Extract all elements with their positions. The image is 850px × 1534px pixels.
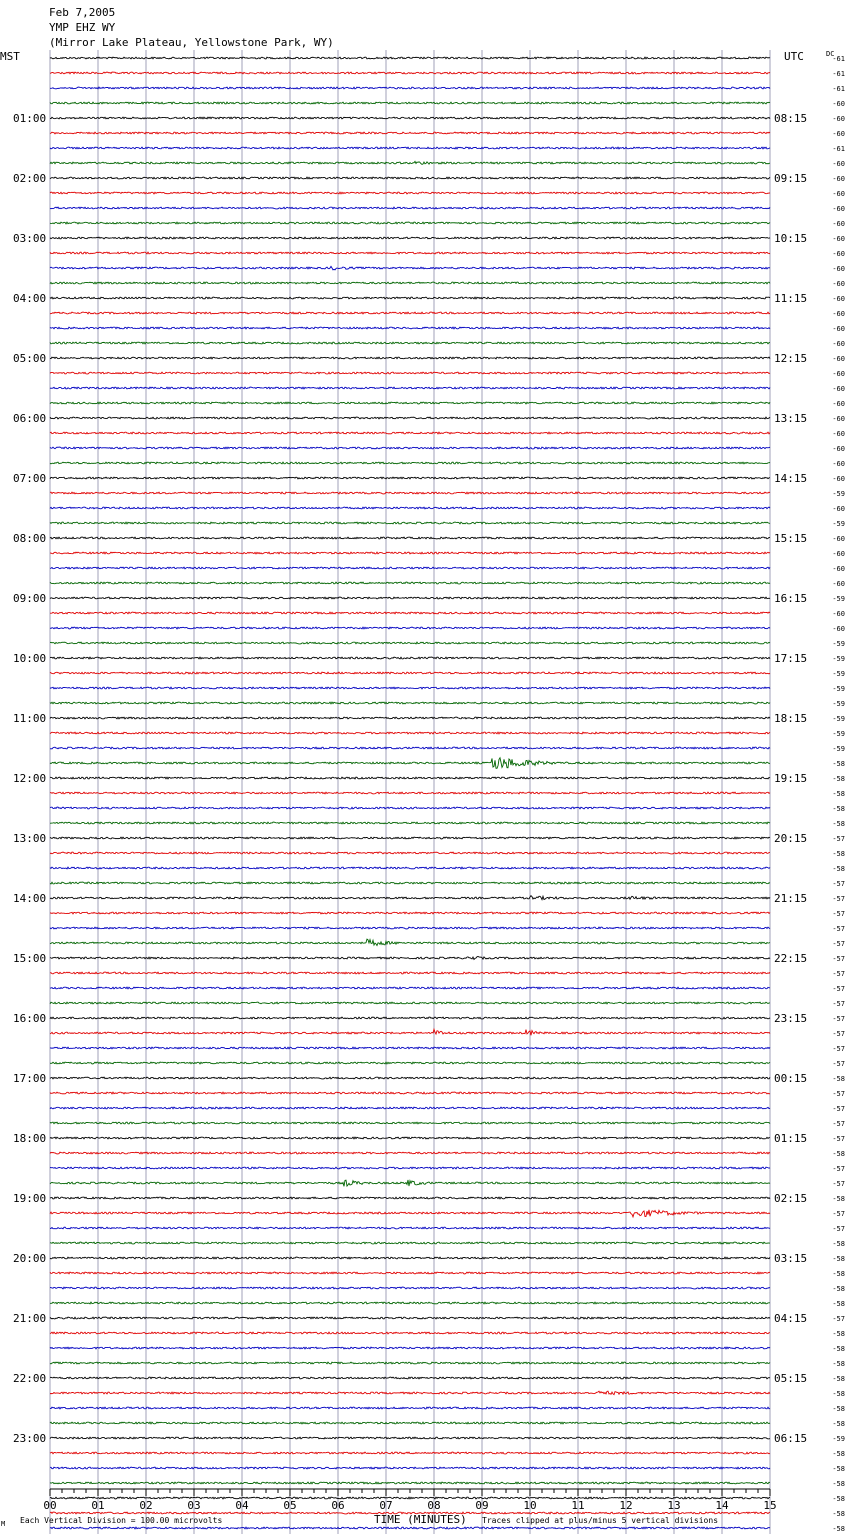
dc-offset-label: -58 [832,1405,845,1413]
dc-offset-label: -58 [832,1240,845,1248]
mst-hour-label: 03:00 [13,232,47,245]
x-tick-label: 13 [667,1499,681,1512]
x-tick-label: 15 [763,1499,777,1512]
mst-hour-label: 23:00 [13,1432,47,1445]
dc-offset-label: -60 [832,505,845,513]
dc-offset-label: -60 [832,235,845,243]
dc-offset-label: -60 [832,100,845,108]
x-tick-label: 04 [235,1499,249,1512]
dc-offset-label: -58 [832,1525,845,1533]
dc-offset-label: -58 [832,1465,845,1473]
dc-offset-label: -60 [832,205,845,213]
mst-hour-label: 16:00 [13,1012,47,1025]
dc-offset-label: -57 [832,1105,845,1113]
dc-offset-label: -57 [832,1030,845,1038]
dc-offset-label: -59 [832,490,845,498]
utc-hour-label: 08:15 [774,112,808,125]
x-tick-label: 11 [571,1499,585,1512]
dc-offset-label: -57 [832,1060,845,1068]
dc-offset-label: -57 [832,970,845,978]
header-date: Feb 7,2005 [49,6,116,19]
utc-hour-label: 23:15 [774,1012,808,1025]
dc-offset-label: -57 [832,1180,845,1188]
dc-offset-label: -58 [832,1285,845,1293]
header-station: YMP EHZ WY [49,21,116,34]
mst-hour-label: 08:00 [13,532,47,545]
utc-hour-label: 06:15 [774,1432,808,1445]
mst-hour-label: 01:00 [13,112,47,125]
dc-offset-label: -58 [832,1345,845,1353]
dc-offset-label: -58 [832,1300,845,1308]
mst-hour-label: 10:00 [13,652,47,665]
dc-offset-label: -58 [832,790,845,798]
dc-offset-label: -58 [832,1330,845,1338]
dc-offset-label: -58 [832,805,845,813]
dc-offset-label: -60 [832,565,845,573]
dc-offset-label: -57 [832,1315,845,1323]
dc-offset-label: -60 [832,460,845,468]
utc-hour-label: 19:15 [774,772,808,785]
mst-hour-label: 04:00 [13,292,47,305]
dc-offset-label: -58 [832,1255,845,1263]
dc-offset-label: -58 [832,1195,845,1203]
dc-offset-label: -58 [832,1375,845,1383]
dc-offset-label: -58 [832,1480,845,1488]
mst-hour-label: 13:00 [13,832,47,845]
dc-offset-label: -60 [832,190,845,198]
dc-offset-label: -57 [832,1210,845,1218]
footer-corner-mark: M [1,1520,6,1528]
utc-hour-label: 04:15 [774,1312,808,1325]
dc-offset-label: -58 [832,820,845,828]
mst-hour-label: 11:00 [13,712,47,725]
dc-offset-label: -60 [832,580,845,588]
utc-hour-label: 17:15 [774,652,808,665]
scale-note: Each Vertical Division = 100.00 microvolts [20,1516,223,1525]
dc-offset-label: -60 [832,295,845,303]
dc-offset-label: -58 [832,1075,845,1083]
dc-offset-label: -60 [832,250,845,258]
dc-offset-label: -57 [832,955,845,963]
x-tick-label: 09 [475,1499,489,1512]
dc-offset-label: -59 [832,730,845,738]
mst-hour-label: 20:00 [13,1252,47,1265]
dc-offset-label: -58 [832,1420,845,1428]
dc-offset-label: -57 [832,1165,845,1173]
utc-hour-label: 12:15 [774,352,808,365]
utc-hour-label: 11:15 [774,292,808,305]
mst-axis-label: MST [0,50,20,63]
utc-hour-label: 09:15 [774,172,808,185]
x-tick-label: 02 [139,1499,153,1512]
dc-offset-label: -57 [832,1045,845,1053]
dc-offset-label: -60 [832,340,845,348]
mst-hour-label: 19:00 [13,1192,47,1205]
mst-hour-label: 21:00 [13,1312,47,1325]
utc-hour-label: 01:15 [774,1132,808,1145]
dc-offset-label: -59 [832,670,845,678]
utc-hour-label: 18:15 [774,712,808,725]
dc-offset-label: -58 [832,1150,845,1158]
utc-hour-label: 13:15 [774,412,808,425]
dc-offset-label: -57 [832,880,845,888]
dc-offset-label: -59 [832,715,845,723]
dc-offset-label: -57 [832,1090,845,1098]
dc-offset-label: -60 [832,535,845,543]
dc-offset-label: -58 [832,1510,845,1518]
dc-offset-label: -57 [832,835,845,843]
utc-hour-label: 15:15 [774,532,808,545]
dc-offset-label: -60 [832,370,845,378]
dc-offset-label: -60 [832,550,845,558]
dc-offset-label: -60 [832,445,845,453]
dc-offset-label: -57 [832,1000,845,1008]
dc-offset-label: -58 [832,1270,845,1278]
x-tick-label: 01 [91,1499,105,1512]
dc-offset-label: -57 [832,1120,845,1128]
dc-offset-label: -59 [832,685,845,693]
dc-offset-label: -58 [832,1450,845,1458]
dc-offset-label: -58 [832,865,845,873]
dc-offset-label: -58 [832,1360,845,1368]
x-tick-label: 14 [715,1499,729,1512]
dc-offset-label: -57 [832,925,845,933]
utc-hour-label: 05:15 [774,1372,808,1385]
dc-offset-label: -61 [832,85,845,93]
mst-hour-label: 06:00 [13,412,47,425]
dc-offset-label: -57 [832,1015,845,1023]
dc-offset-label: -61 [832,55,845,63]
dc-offset-label: -60 [832,265,845,273]
clip-note: Traces clipped at plus/minus 5 vertical divisions [482,1516,719,1525]
dc-offset-label: -60 [832,310,845,318]
dc-offset-label: -60 [832,160,845,168]
dc-offset-label: -61 [832,145,845,153]
utc-hour-label: 21:15 [774,892,808,905]
dc-offset-label: -60 [832,130,845,138]
x-axis-title: TIME (MINUTES) [374,1513,467,1526]
dc-offset-label: -59 [832,1435,845,1443]
dc-offset-label: -60 [832,280,845,288]
dc-axis-label: DC [826,50,835,58]
dc-offset-label: -60 [832,385,845,393]
utc-hour-label: 22:15 [774,952,808,965]
utc-axis-label: UTC [784,50,804,63]
utc-hour-label: 14:15 [774,472,808,485]
dc-offset-label: -60 [832,415,845,423]
dc-offset-label: -58 [832,760,845,768]
dc-offset-label: -58 [832,775,845,783]
mst-hour-label: 18:00 [13,1132,47,1145]
mst-hour-label: 15:00 [13,952,47,965]
dc-offset-label: -58 [832,1390,845,1398]
dc-offset-label: -60 [832,355,845,363]
mst-hour-label: 07:00 [13,472,47,485]
dc-offset-label: -60 [832,220,845,228]
dc-offset-label: -60 [832,115,845,123]
dc-offset-label: -60 [832,400,845,408]
dc-offset-label: -60 [832,175,845,183]
x-tick-label: 12 [619,1499,633,1512]
utc-hour-label: 02:15 [774,1192,808,1205]
dc-offset-label: -59 [832,640,845,648]
utc-hour-label: 03:15 [774,1252,808,1265]
dc-offset-label: -60 [832,325,845,333]
mst-hour-label: 14:00 [13,892,47,905]
utc-hour-label: 00:15 [774,1072,808,1085]
dc-offset-label: -57 [832,985,845,993]
mst-hour-label: 17:00 [13,1072,47,1085]
utc-hour-label: 20:15 [774,832,808,845]
header-location: (Mirror Lake Plateau, Yellowstone Park, WY) [49,36,334,49]
dc-offset-label: -57 [832,895,845,903]
mst-hour-label: 05:00 [13,352,47,365]
dc-offset-label: -59 [832,745,845,753]
dc-offset-label: -61 [832,70,845,78]
x-tick-label: 05 [283,1499,297,1512]
dc-offset-label: -57 [832,1225,845,1233]
x-tick-label: 06 [331,1499,345,1512]
x-tick-label: 10 [523,1499,537,1512]
dc-offset-label: -59 [832,700,845,708]
x-tick-label: 08 [427,1499,441,1512]
x-tick-label: 07 [379,1499,393,1512]
dc-offset-label: -60 [832,625,845,633]
dc-offset-label: -59 [832,595,845,603]
x-tick-label: 03 [187,1499,201,1512]
mst-hour-label: 22:00 [13,1372,47,1385]
utc-hour-label: 10:15 [774,232,808,245]
x-tick-label: 00 [43,1499,57,1512]
mst-hour-label: 09:00 [13,592,47,605]
dc-offset-label: -58 [832,1495,845,1503]
dc-offset-label: -57 [832,940,845,948]
mst-hour-label: 02:00 [13,172,47,185]
dc-offset-label: -59 [832,655,845,663]
dc-offset-label: -57 [832,1135,845,1143]
dc-offset-label: -60 [832,430,845,438]
dc-offset-label: -58 [832,850,845,858]
dc-offset-label: -60 [832,475,845,483]
utc-hour-label: 16:15 [774,592,808,605]
dc-offset-label: -59 [832,520,845,528]
dc-offset-label: -60 [832,610,845,618]
mst-hour-label: 12:00 [13,772,47,785]
dc-offset-label: -57 [832,910,845,918]
